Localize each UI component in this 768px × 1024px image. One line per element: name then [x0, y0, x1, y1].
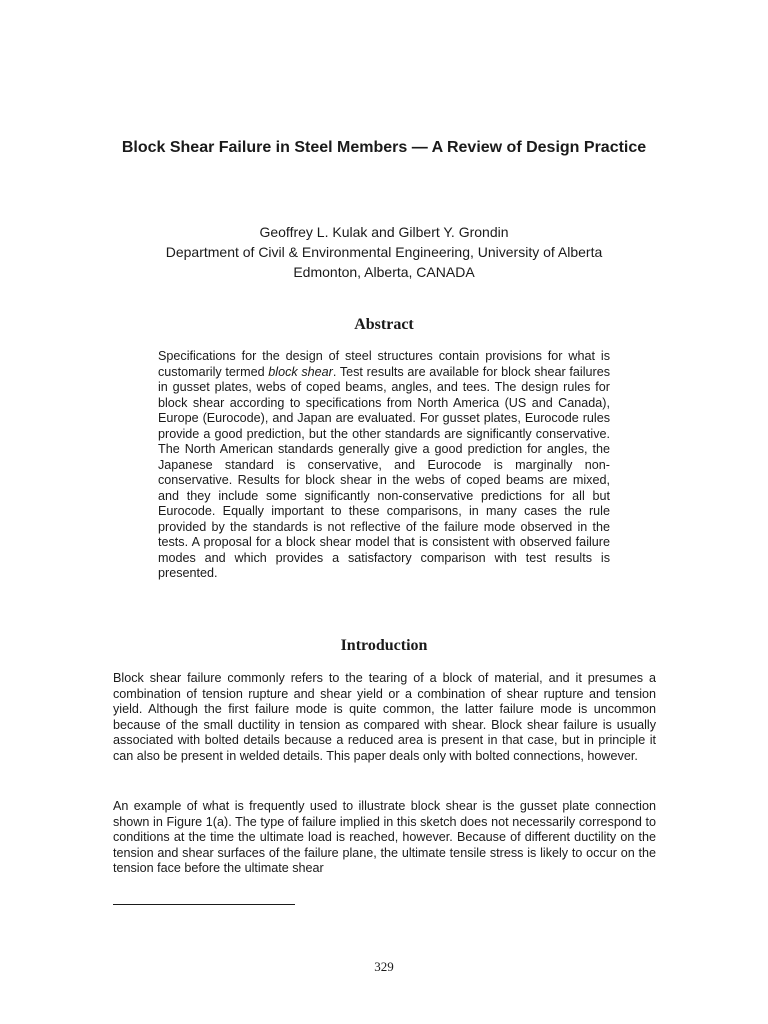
author-affiliation: Department of Civil & Environmental Engineering, University of Alberta [165, 244, 603, 260]
introduction-paragraph-1: Block shear failure commonly refers to the tearing of a block of material, and it presumes a combination of tension rupture and shear yield or a combination of shear rupture and tension yield. Although the first failure mode is quite common, the latter failure mode is uncommon because of the small ductility in tension as compared with shear. Block shear failure is usually associated with bolted details because a reduced area is present in that case, but in principle it can also be present in welded details. This paper deals only with bolted connections, however. [113, 671, 656, 763]
author-names: Geoffrey L. Kulak and Gilbert Y. Grondin [259, 224, 509, 240]
abstract-text-start: Specifications for the design of steel structures contain provisions for what is customarily termed [158, 349, 610, 379]
abstract-heading: Abstract [354, 316, 414, 333]
introduction-paragraph-2: An example of what is frequently used to illustrate block shear is the gusset plate connection shown in Figure 1(a). The type of failure implied in this sketch does not necessarily correspond to conditions at the time the ultimate load is reached, however. Because of different ductility on the tension and shear surfaces of the failure plane, the ultimate tensile stress is likely to occur on the tension face before the ultimate shear [113, 799, 656, 876]
author-location: Edmonton, Alberta, CANADA [293, 264, 475, 280]
page-number: 329 [374, 959, 394, 974]
introduction-heading: Introduction [340, 637, 428, 654]
footnote-rule [113, 904, 295, 905]
abstract-term: block shear [268, 364, 333, 379]
abstract-text-end: . Test results are available for block shear failures in gusset plates, webs of coped beams, angles, and tees. The design rules for block shear according to specifications from North America (US and Canada), Europe (Eurocode), and Japan are evaluated. For gusset plates, Eurocode rules provide a good prediction, but the other standards are significantly conservative. The North American standards generally give a good prediction for angles, the Japanese standard is conservative, and Eurocode is marginally non-conservative. Results for block shear in the webs of coped beams are mixed, and they include some significantly non-conservative predictions for all but Eurocode. Equally important to these comparisons, in many cases the rule provided by the standards is not reflective of the failure mode observed in the tests. A proposal for a block shear model that is consistent with observed failure modes and which provides a satisfactory comparison with test results is presented. [158, 364, 610, 580]
abstract-text [158, 349, 610, 582]
author-block [60, 222, 708, 282]
paper-title: Block Shear Failure in Steel Members — A Review of Design Practice [121, 139, 647, 156]
